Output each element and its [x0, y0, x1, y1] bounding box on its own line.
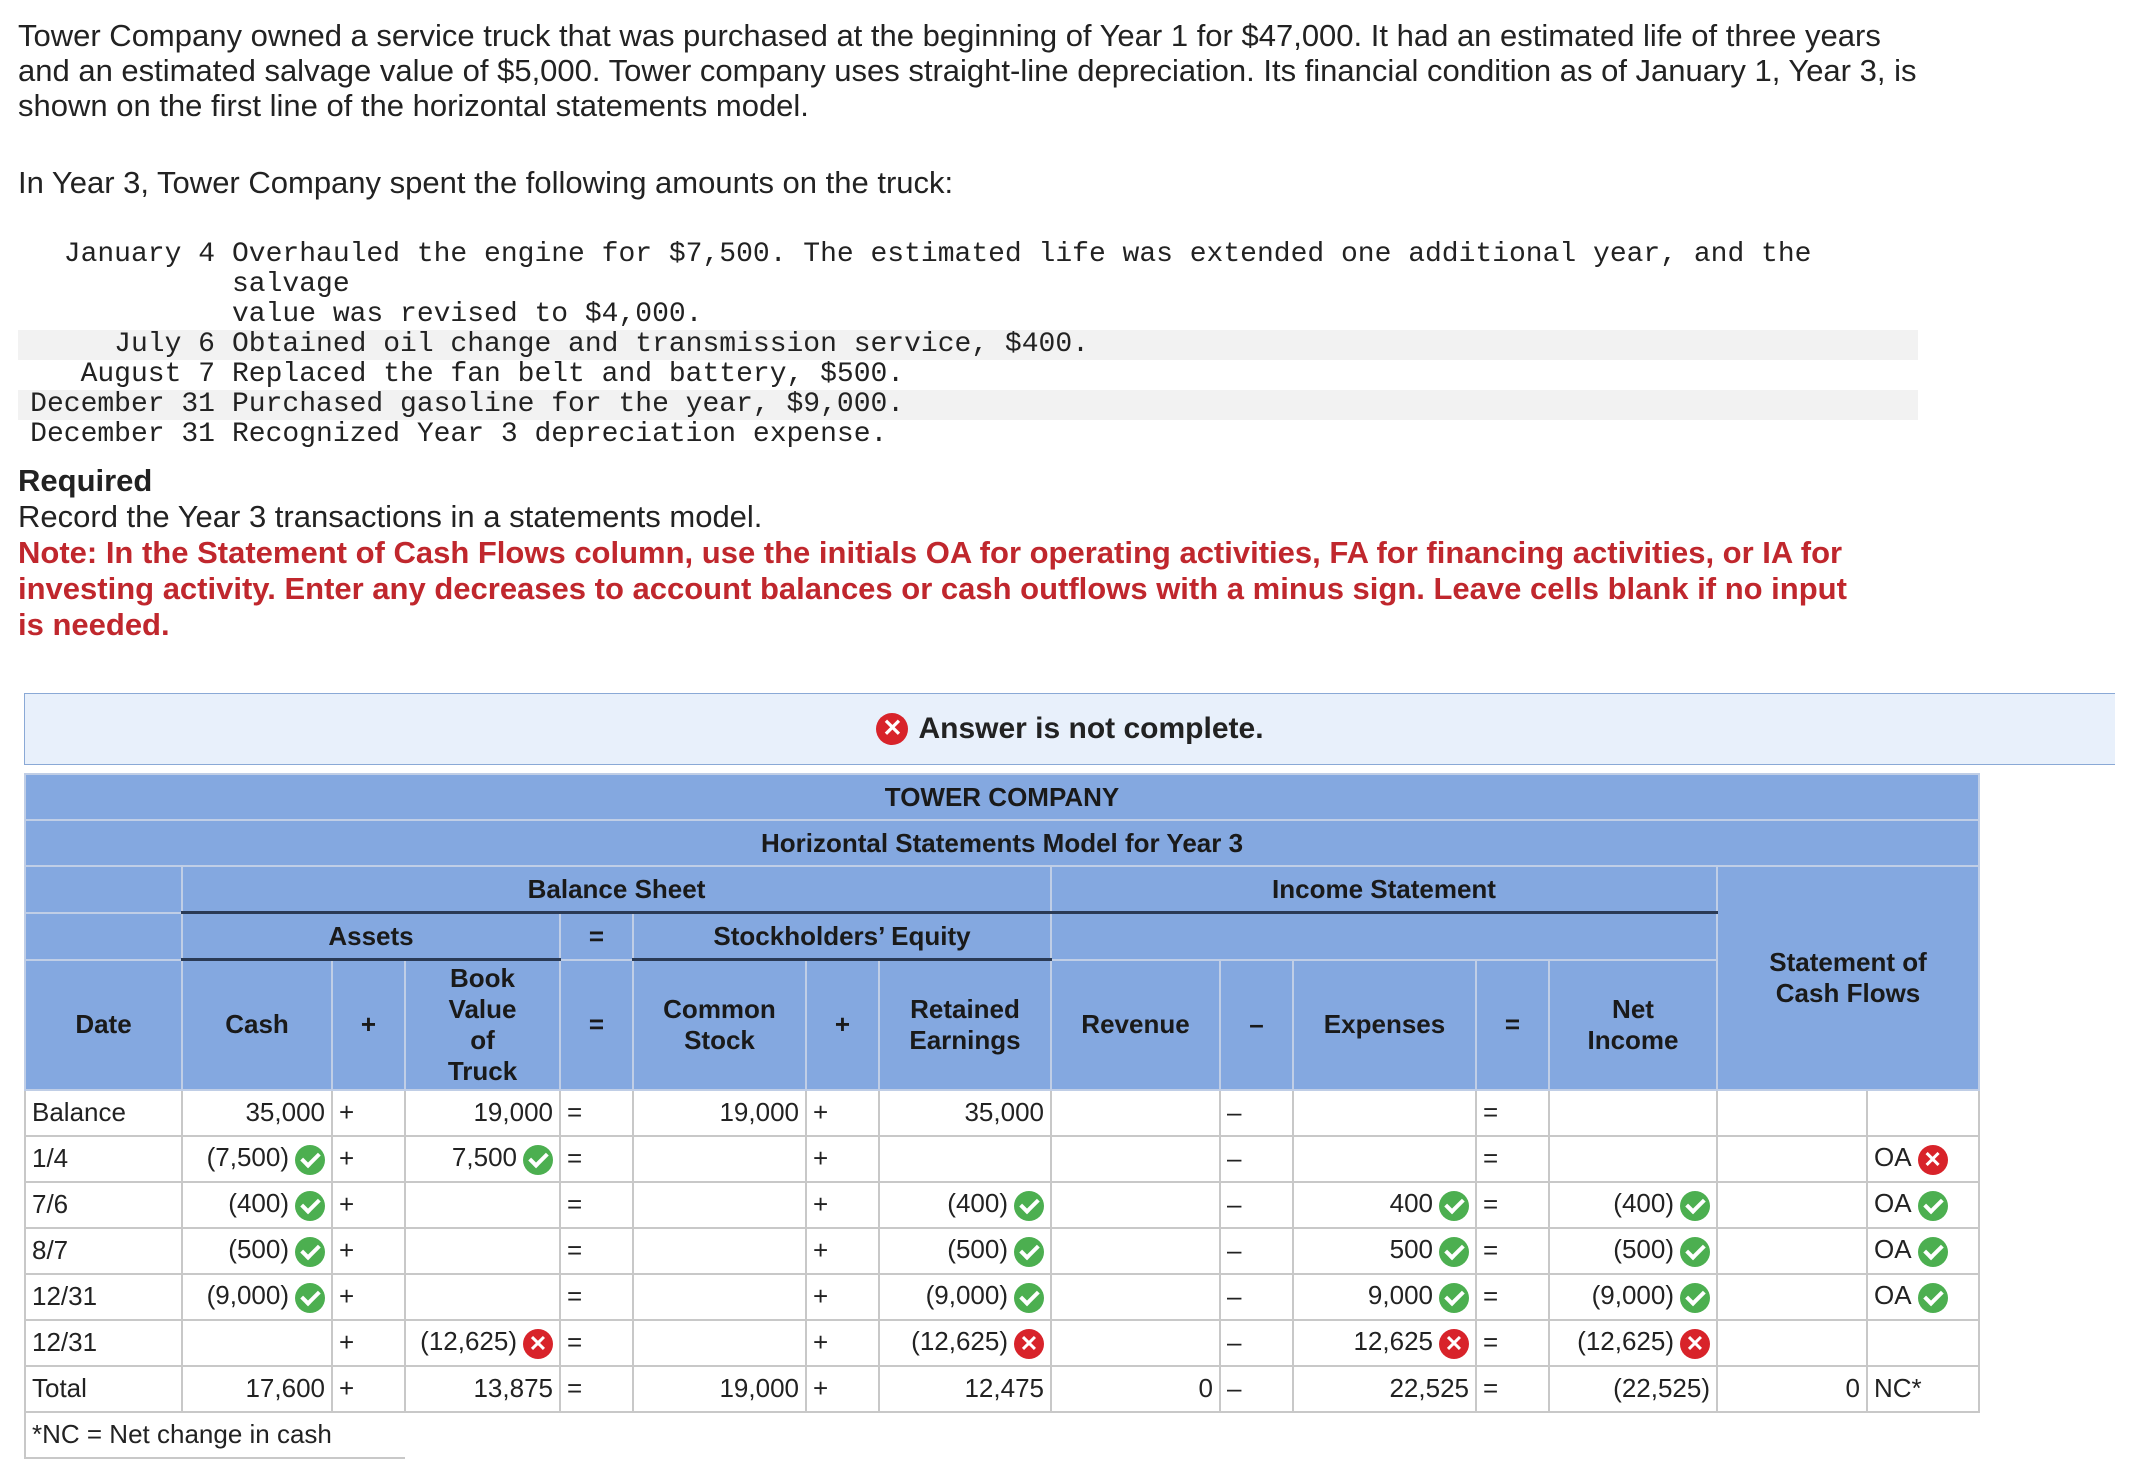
cash-flows-header: Statement of Cash Flows: [1717, 866, 1979, 1090]
problem-intro: [18, 18, 1918, 123]
book-value-cell-value: 13,875: [473, 1373, 553, 1403]
expenses-cell-value: 22,525: [1389, 1373, 1469, 1403]
revenue-cell[interactable]: [1051, 1274, 1220, 1320]
cash-cell[interactable]: [182, 1090, 332, 1136]
net-income-cell[interactable]: [1549, 1274, 1717, 1320]
cash-flow-class-cell-value: NC*: [1874, 1373, 1922, 1403]
retained-earnings-cell[interactable]: [879, 1320, 1051, 1366]
plus-sign: +: [806, 1274, 879, 1320]
required-heading: Required: [18, 463, 153, 498]
net-income-cell-value: (12,625): [1577, 1326, 1674, 1357]
x-circle-icon: ✕: [876, 713, 908, 745]
check-circle-icon: [1918, 1237, 1948, 1267]
check-circle-icon: [1439, 1237, 1469, 1267]
book-value-cell[interactable]: [405, 1228, 560, 1274]
cash-cell-value: (500): [228, 1234, 289, 1265]
minus-sign: –: [1220, 1090, 1293, 1136]
plus-sign: +: [806, 1366, 879, 1412]
book-value-cell-value: 19,000: [473, 1097, 553, 1127]
date-cell: [25, 1182, 182, 1228]
cash-flow-cell[interactable]: [1717, 1366, 1867, 1412]
event-text: Obtained oil change and transmission service, $400.: [232, 329, 1089, 360]
revenue-cell[interactable]: [1051, 1320, 1220, 1366]
common-stock-cell[interactable]: [633, 1090, 806, 1136]
event-item: [18, 420, 1918, 450]
retained-earnings-cell[interactable]: [879, 1228, 1051, 1274]
revenue-cell[interactable]: [1051, 1090, 1220, 1136]
retained-earnings-cell-value: (500): [947, 1234, 1008, 1265]
table-row: [25, 1090, 1979, 1136]
cash-flow-class-cell[interactable]: [1867, 1366, 1979, 1412]
plus-sign: +: [806, 1228, 879, 1274]
cash-cell[interactable]: [182, 1274, 332, 1320]
event-list: [18, 240, 1918, 450]
cash-cell-value: (400): [228, 1188, 289, 1219]
table-row: [25, 1274, 1979, 1320]
plus-sign: +: [806, 960, 879, 1090]
col-date: Date: [25, 960, 182, 1090]
plus-sign: +: [806, 1182, 879, 1228]
cash-flow-class-cell-value: OA: [1874, 1280, 1912, 1311]
table-row: [25, 1182, 1979, 1228]
col-expenses: Expenses: [1293, 960, 1476, 1090]
check-circle-icon: [295, 1283, 325, 1313]
intro-paragraph: Tower Company owned a service truck that was purchased at the beginning of Year 1 for $47,000. It had an estimated life of three years and an estimated salvage value of $5,000. Tower company uses straight-line depreciation. Its financial condition as of January 1, Year 3, is shown on the first line of the horizontal statements model.: [18, 18, 1917, 123]
cash-flow-cell[interactable]: [1717, 1182, 1867, 1228]
expenses-cell[interactable]: [1293, 1320, 1476, 1366]
event-date: December 31: [30, 419, 215, 450]
event-text: Replaced the fan belt and battery, $500.: [232, 359, 905, 390]
answer-status-banner: [24, 693, 2115, 765]
date-cell-value: 8/7: [32, 1235, 69, 1265]
book-value-cell-value: 7,500: [451, 1142, 517, 1173]
cash-flow-cell[interactable]: [1717, 1320, 1867, 1366]
col-net-income: Net Income: [1549, 960, 1717, 1090]
check-circle-icon: [1918, 1191, 1948, 1221]
answer-status-text: Answer is not complete.: [918, 712, 1264, 745]
event-item: [18, 390, 1918, 420]
equals-sign: =: [1476, 1136, 1549, 1182]
expenses-cell[interactable]: [1293, 1182, 1476, 1228]
plus-sign: +: [806, 1090, 879, 1136]
plus-sign: +: [332, 1366, 405, 1412]
net-income-cell[interactable]: [1549, 1090, 1717, 1136]
cash-flow-class-cell[interactable]: [1867, 1182, 1979, 1228]
event-item: [18, 330, 1918, 360]
company-name: TOWER COMPANY: [25, 774, 1979, 820]
equals-sign: =: [1476, 1274, 1549, 1320]
equals-sign: =: [1476, 1090, 1549, 1136]
required-section: [18, 463, 1878, 643]
table-row: [25, 1320, 1979, 1366]
book-value-cell-value: (12,625): [420, 1326, 517, 1357]
required-note: Note: In the Statement of Cash Flows column, use the initials OA for operating activities, FA for financing activities, or IA for investing activity. Enter any decreases to account balances or cash outflows with a minus sign. Leave cells blank if no input is needed.: [18, 535, 1847, 642]
equals-sign: =: [560, 913, 633, 960]
table-row: [25, 1136, 1979, 1182]
revenue-cell-value: 0: [1198, 1373, 1213, 1403]
plus-sign: +: [806, 1136, 879, 1182]
date-cell: [25, 1366, 182, 1412]
cash-flow-cell[interactable]: [1717, 1228, 1867, 1274]
expenses-cell-value: 12,625: [1353, 1326, 1433, 1357]
cash-flow-class-cell[interactable]: [1867, 1136, 1979, 1182]
equals-sign: =: [1476, 1366, 1549, 1412]
col-retained-earnings: Retained Earnings: [879, 960, 1051, 1090]
cash-flow-cell[interactable]: [1717, 1274, 1867, 1320]
minus-sign: –: [1220, 960, 1293, 1090]
common-stock-cell-value: 19,000: [719, 1373, 799, 1403]
equals-sign: =: [560, 1274, 633, 1320]
cash-cell-value: (7,500): [206, 1142, 289, 1173]
retained-earnings-cell[interactable]: [879, 1182, 1051, 1228]
check-circle-icon: [295, 1145, 325, 1175]
cash-cell[interactable]: [182, 1136, 332, 1182]
stockholders-equity-header: Stockholders’ Equity: [633, 913, 1051, 960]
plus-sign: +: [806, 1320, 879, 1366]
income-statement-header: Income Statement: [1051, 866, 1717, 913]
cash-flow-cell-value: 0: [1845, 1373, 1860, 1403]
event-date: July 6: [114, 329, 215, 360]
cash-cell[interactable]: [182, 1320, 332, 1366]
net-income-cell[interactable]: [1549, 1366, 1717, 1412]
intro-year3: In Year 3, Tower Company spent the following amounts on the truck:: [18, 165, 954, 200]
minus-sign: –: [1220, 1136, 1293, 1182]
cash-flow-class-cell[interactable]: [1867, 1274, 1979, 1320]
expenses-cell-value: 9,000: [1367, 1280, 1433, 1311]
cash-flow-cell[interactable]: [1717, 1090, 1867, 1136]
x-circle-icon: ✕: [1918, 1145, 1948, 1175]
event-date: January 4: [63, 239, 215, 270]
check-circle-icon: [1439, 1283, 1469, 1313]
plus-sign: +: [332, 1274, 405, 1320]
plus-sign: +: [332, 1090, 405, 1136]
cash-cell-value: 35,000: [245, 1097, 325, 1127]
retained-earnings-cell-value: (12,625): [911, 1326, 1008, 1357]
expenses-cell[interactable]: [1293, 1228, 1476, 1274]
equals-sign: =: [560, 960, 633, 1090]
book-value-cell[interactable]: [405, 1136, 560, 1182]
table-row: [25, 1228, 1979, 1274]
cash-cell-value: 17,600: [245, 1373, 325, 1403]
date-cell: [25, 1136, 182, 1182]
date-cell-value: Total: [32, 1373, 87, 1403]
cash-flow-class-cell[interactable]: [1867, 1090, 1979, 1136]
equals-sign: =: [1476, 1228, 1549, 1274]
common-stock-cell[interactable]: [633, 1366, 806, 1412]
event-date: August 7: [80, 359, 215, 390]
event-item: [18, 240, 1918, 330]
retained-earnings-cell[interactable]: [879, 1090, 1051, 1136]
check-circle-icon: [523, 1145, 553, 1175]
col-book-value: Book Value of Truck: [405, 960, 560, 1090]
net-income-cell-value: (22,525): [1613, 1373, 1710, 1403]
check-circle-icon: [1680, 1191, 1710, 1221]
cash-flow-class-cell[interactable]: [1867, 1320, 1979, 1366]
minus-sign: –: [1220, 1366, 1293, 1412]
table-row: [25, 1366, 1979, 1412]
equals-sign: =: [560, 1366, 633, 1412]
retained-earnings-cell[interactable]: [879, 1274, 1051, 1320]
equals-sign: =: [1476, 1182, 1549, 1228]
event-text: Recognized Year 3 depreciation expense.: [232, 419, 888, 450]
net-income-cell-value: (9,000): [1591, 1280, 1674, 1311]
model-title: Horizontal Statements Model for Year 3: [25, 820, 1979, 866]
date-cell-value: 1/4: [32, 1143, 69, 1173]
retained-earnings-cell[interactable]: [879, 1366, 1051, 1412]
net-income-cell-value: (400): [1613, 1188, 1674, 1219]
common-stock-cell[interactable]: [633, 1274, 806, 1320]
book-value-cell[interactable]: [405, 1274, 560, 1320]
expenses-cell[interactable]: [1293, 1136, 1476, 1182]
cash-flow-class-cell-value: OA: [1874, 1188, 1912, 1219]
book-value-cell[interactable]: [405, 1366, 560, 1412]
statements-model-table: [24, 773, 1980, 1459]
event-date: December 31: [30, 389, 215, 420]
minus-sign: –: [1220, 1182, 1293, 1228]
equals-sign: =: [560, 1320, 633, 1366]
plus-sign: +: [332, 960, 405, 1090]
date-cell: [25, 1274, 182, 1320]
retained-earnings-cell-value: 35,000: [964, 1097, 1044, 1127]
equals-sign: =: [560, 1090, 633, 1136]
check-circle-icon: [1918, 1283, 1948, 1313]
retained-earnings-cell-value: 12,475: [964, 1373, 1044, 1403]
equals-sign: =: [560, 1136, 633, 1182]
cash-cell[interactable]: [182, 1366, 332, 1412]
x-circle-icon: ✕: [1680, 1329, 1710, 1359]
common-stock-cell[interactable]: [633, 1228, 806, 1274]
assets-header: Assets: [182, 913, 560, 960]
plus-sign: +: [332, 1228, 405, 1274]
col-cash: Cash: [182, 960, 332, 1090]
net-income-cell-value: (500): [1613, 1234, 1674, 1265]
check-circle-icon: [295, 1191, 325, 1221]
plus-sign: +: [332, 1320, 405, 1366]
net-income-cell[interactable]: [1549, 1182, 1717, 1228]
date-cell-value: 7/6: [32, 1189, 69, 1219]
equals-sign: =: [560, 1228, 633, 1274]
footnote: *NC = Net change in cash: [25, 1412, 405, 1458]
cash-flow-class-cell-value: OA: [1874, 1234, 1912, 1265]
check-circle-icon: [295, 1237, 325, 1267]
required-text: Record the Year 3 transactions in a statements model.: [18, 499, 763, 534]
check-circle-icon: [1680, 1283, 1710, 1313]
common-stock-cell[interactable]: [633, 1136, 806, 1182]
date-cell-value: 12/31: [32, 1281, 98, 1311]
date-cell: [25, 1320, 182, 1366]
expenses-cell-value: 500: [1389, 1234, 1433, 1265]
retained-earnings-cell[interactable]: [879, 1136, 1051, 1182]
event-text: Purchased gasoline for the year, $9,000.: [232, 389, 905, 420]
cash-flow-class-cell-value: OA: [1874, 1142, 1912, 1173]
revenue-cell[interactable]: [1051, 1182, 1220, 1228]
book-value-cell[interactable]: [405, 1320, 560, 1366]
book-value-cell[interactable]: [405, 1182, 560, 1228]
expenses-cell[interactable]: [1293, 1090, 1476, 1136]
minus-sign: –: [1220, 1320, 1293, 1366]
cash-flow-class-cell[interactable]: [1867, 1228, 1979, 1274]
date-cell: [25, 1228, 182, 1274]
cash-cell-value: (9,000): [206, 1280, 289, 1311]
x-circle-icon: ✕: [1014, 1329, 1044, 1359]
plus-sign: +: [332, 1136, 405, 1182]
equals-sign: =: [560, 1182, 633, 1228]
plus-sign: +: [332, 1182, 405, 1228]
common-stock-cell-value: 19,000: [719, 1097, 799, 1127]
common-stock-cell[interactable]: [633, 1320, 806, 1366]
common-stock-cell[interactable]: [633, 1182, 806, 1228]
balance-sheet-header: Balance Sheet: [182, 866, 1051, 913]
check-circle-icon: [1439, 1191, 1469, 1221]
check-circle-icon: [1680, 1237, 1710, 1267]
expenses-cell-value: 400: [1389, 1188, 1433, 1219]
net-income-cell[interactable]: [1549, 1136, 1717, 1182]
retained-earnings-cell-value: (400): [947, 1188, 1008, 1219]
net-income-cell[interactable]: [1549, 1320, 1717, 1366]
col-common-stock: Common Stock: [633, 960, 806, 1090]
event-item: [18, 360, 1918, 390]
date-cell-value: 12/31: [32, 1327, 98, 1357]
date-cell-value: Balance: [32, 1097, 126, 1127]
check-circle-icon: [1014, 1237, 1044, 1267]
date-cell: [25, 1090, 182, 1136]
expenses-cell[interactable]: [1293, 1274, 1476, 1320]
minus-sign: –: [1220, 1274, 1293, 1320]
check-circle-icon: [1014, 1283, 1044, 1313]
equals-sign: =: [1476, 960, 1549, 1090]
retained-earnings-cell-value: (9,000): [925, 1280, 1008, 1311]
minus-sign: –: [1220, 1228, 1293, 1274]
cash-cell[interactable]: [182, 1182, 332, 1228]
expenses-cell[interactable]: [1293, 1366, 1476, 1412]
check-circle-icon: [1014, 1191, 1044, 1221]
x-circle-icon: ✕: [523, 1329, 553, 1359]
equals-sign: =: [1476, 1320, 1549, 1366]
revenue-cell[interactable]: [1051, 1366, 1220, 1412]
x-circle-icon: ✕: [1439, 1329, 1469, 1359]
net-income-cell[interactable]: [1549, 1228, 1717, 1274]
revenue-cell[interactable]: [1051, 1136, 1220, 1182]
cash-cell[interactable]: [182, 1228, 332, 1274]
cash-flow-cell[interactable]: [1717, 1136, 1867, 1182]
book-value-cell[interactable]: [405, 1090, 560, 1136]
event-text: Overhauled the engine for $7,500. The estimated life was extended one additional year, and the salvage value was revised to $4,000.: [232, 239, 1812, 330]
col-revenue: Revenue: [1051, 960, 1220, 1090]
revenue-cell[interactable]: [1051, 1228, 1220, 1274]
